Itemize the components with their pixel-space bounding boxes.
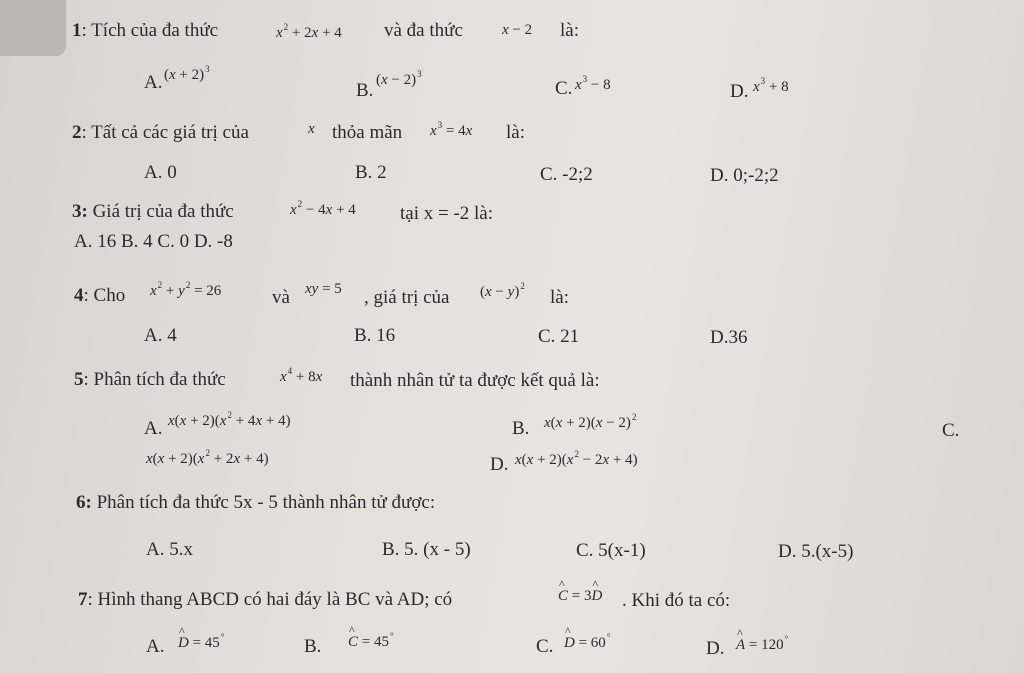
q2-line [72,122,249,144]
q7-text-2: . Khi đó ta có: [622,590,731,611]
q1-option-b-math: $(x - 2)^3$ [376,69,422,88]
q7-option-b-math: ^ C = 45° [348,631,394,651]
q4-text-3: , giá trị của [364,287,450,308]
q6-option-b[interactable]: B. 5. (x - 5) [382,539,471,560]
q3-text-2: tại x = -2 là: [400,203,494,224]
q1-line [72,20,218,42]
q5-option-d[interactable]: D. [490,454,509,475]
q5-option-c-math: $x(x + 2)(x^2 + 2x + 4)$ [146,448,269,467]
q6-line [76,492,435,514]
q6-option-c[interactable]: C. 5(x-1) [576,540,646,561]
q4-text: : Cho [83,285,126,306]
q1-option-d[interactable]: D. [730,81,749,102]
q7-number: 7 [78,589,88,610]
q1-poly-1: $x^2 + 2x + 4$ [276,22,342,41]
q6-number: 6: [76,492,92,513]
q2-option-b[interactable]: B. 2 [355,162,387,183]
q1-text-3: là: [560,20,579,41]
q4-equation-2: xy = 5 [305,281,342,297]
q2-text-2: thỏa mãn [332,122,403,143]
q4-equation-1: $x^2 + y^2 = 26$ [150,280,222,299]
q1-number: 1 [72,20,82,41]
q6-option-d[interactable]: D. 5.(x-5) [778,541,854,562]
q3-text: Giá trị của đa thức [92,201,234,222]
q1-option-a[interactable]: A. [144,72,163,93]
q1-option-c[interactable]: C. [555,78,573,99]
q1-option-c-math: $x^3 - 8$ [575,74,611,93]
q2-text: : Tất cả các giá trị của [81,122,249,143]
q2-var: x [308,121,315,137]
q4-line [74,285,125,307]
q4-text-2: và [272,287,290,308]
q2-option-d[interactable]: D. 0;-2;2 [710,165,779,186]
q3-options[interactable]: A. 16 B. 4 C. 0 D. -8 [74,231,233,252]
q7-option-d-math: ^ A = 120° [736,634,788,654]
q2-equation: $x^3 = 4x$ [430,120,473,139]
q2-option-c[interactable]: C. -2;2 [540,164,593,185]
q4-option-c[interactable]: C. 21 [538,326,580,347]
q1-option-d-math: $x^3 + 8$ [753,76,789,95]
q3-number: 3: [72,201,88,222]
q5-option-d-math: $x(x + 2)(x^2 - 2x + 4)$ [515,449,638,468]
q5-option-a[interactable]: A. [144,418,163,439]
q5-text: : Phân tích đa thức [83,369,226,390]
q4-number: 4 [74,285,84,306]
q1-option-a-math: $(x + 2)^3$ [164,64,210,83]
q4-option-b[interactable]: B. 16 [354,325,396,346]
q7-condition: ^ C = 3^ D [558,588,602,605]
q1-option-b[interactable]: B. [356,80,374,101]
q4-option-d[interactable]: D.36 [710,327,748,348]
q4-expression: $(x - y)^2$ [480,281,525,300]
q3-poly: $x^2 - 4x + 4$ [290,199,356,218]
q7-line [78,589,452,611]
q4-text-4: là: [550,287,569,308]
q1-text: : Tích của đa thức [81,20,219,41]
q5-option-b-math: $x(x + 2)(x - 2)^2$ [544,412,637,431]
q2-number: 2 [72,122,82,143]
q5-option-b[interactable]: B. [512,418,530,439]
q2-option-a[interactable]: A. 0 [144,162,177,183]
q7-text: : Hình thang ABCD có hai đáy là BC và AD; có [87,589,453,610]
q7-option-d[interactable]: D. [706,638,725,659]
q5-option-c[interactable]: C. [942,420,960,441]
q7-option-a-math: ^ D = 45° [178,632,224,652]
q1-poly-2: x − 2 [502,22,533,38]
q7-option-a[interactable]: A. [146,636,165,657]
q2-text-3: là: [506,122,525,143]
q7-option-b[interactable]: B. [304,636,322,657]
q5-text-2: thành nhân tử ta được kết quả là: [350,370,600,391]
q4-option-a[interactable]: A. 4 [144,325,177,346]
q1-text-2: và đa thức [384,20,463,41]
q5-option-a-math: $x(x + 2)(x^2 + 4x + 4)$ [168,410,291,429]
q6-text: Phân tích đa thức 5x - 5 thành nhân tử được: [96,492,436,513]
q5-number: 5 [74,369,84,390]
q6-option-a[interactable]: A. 5.x [146,539,193,560]
q7-option-c-math: ^ D = 60° [564,632,610,652]
q5-line [74,369,226,391]
q3-line [72,201,234,223]
q7-option-c[interactable]: C. [536,636,554,657]
q5-poly: $x^4 + 8x$ [280,366,323,385]
